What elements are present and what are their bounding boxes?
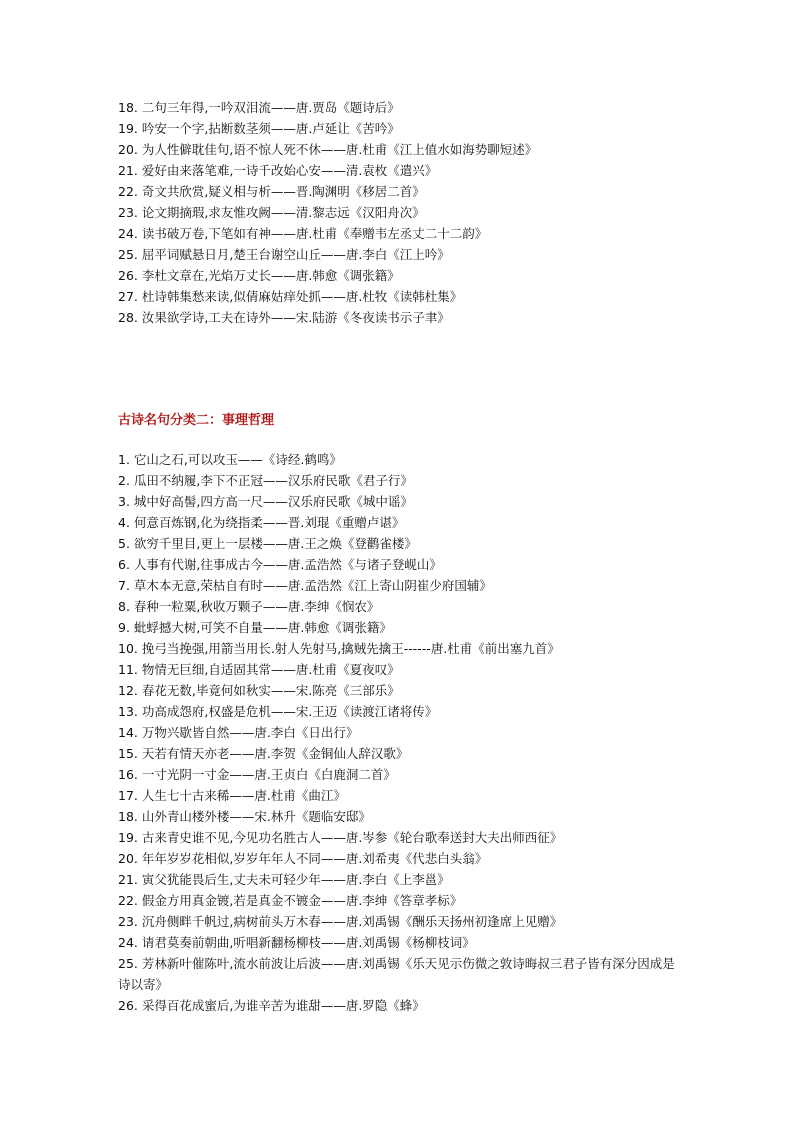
list-item: 12. 春花无数,毕竟何如秋实——宋.陈亮《三部乐》 [118, 683, 400, 698]
list-item: 2. 瓜田不纳履,李下不正冠——汉乐府民歌《君子行》 [118, 473, 413, 488]
section-heading: 古诗名句分类二：事理哲理 [118, 413, 275, 428]
list-item: 16. 一寸光阴一寸金——唐.王贞白《白鹿洞二首》 [118, 767, 396, 782]
list-item: 24. 请君莫奏前朝曲,听唱新翻杨柳枝——唐.刘禹锡《杨柳枝词》 [118, 935, 475, 950]
list-item: 19. 吟安一个字,拈断数茎须——唐.卢延让《苦吟》 [118, 121, 400, 136]
list-item: 23. 沉舟侧畔千帆过,病树前头万木春——唐.刘禹锡《酬乐天扬州初逢席上见赠》 [118, 914, 563, 929]
list-item: 21. 寅父犹能畏后生,丈夫未可轻少年——唐.李白《上李邕》 [118, 872, 450, 887]
list-item: 20. 为人性僻耽佳句,语不惊人死不休——唐.杜甫《江上值水如海势聊短述》 [118, 142, 538, 157]
list-item: 22. 假金方用真金镀,若是真金不镀金——唐.李绅《答章孝标》 [118, 893, 463, 908]
list-item: 1. 它山之石,可以攻玉——《诗经.鹤鸣》 [118, 452, 342, 467]
list-item: 6. 人事有代谢,往事成古今——唐.孟浩然《与诸子登岘山》 [118, 557, 442, 572]
list-item: 14. 万物兴歇皆自然——唐.李白《日出行》 [118, 725, 359, 740]
list-item: 23. 论文期摘瑕,求友惟攻阙——清.黎志远《汉阳舟次》 [118, 205, 425, 220]
list-item: 22. 奇文共欣赏,疑义相与析——晋.陶渊明《移居二首》 [118, 184, 425, 199]
list-item: 27. 杜诗韩集愁来读,似倩麻姑痒处抓——唐.杜牧《读韩杜集》 [118, 289, 463, 304]
list-item: 20. 年年岁岁花相似,岁岁年年人不同——唐.刘希夷《代悲白头翁》 [118, 851, 488, 866]
list-item: 15. 天若有情天亦老——唐.李贺《金铜仙人辞汉歌》 [118, 746, 409, 761]
list-item: 25. 芳林新叶催陈叶,流水前波让后波——唐.刘禹锡《乐天见示伤微之敦诗晦叔三君子皆有深分因成是诗以寄》 [118, 956, 675, 992]
list-item: 21. 爱好由来落笔难,一诗千改始心安——清.袁枚《遣兴》 [118, 163, 438, 178]
list-item: 9. 蚍蜉撼大树,可笑不自量——唐.韩愈《调张籍》 [118, 620, 392, 635]
list-item: 26. 采得百花成蜜后,为谁辛苦为谁甜——唐.罗隐《蜂》 [118, 998, 425, 1013]
verse-list-writing [118, 97, 718, 328]
list-item: 5. 欲穷千里目,更上一层楼——唐.王之焕《登鹳雀楼》 [118, 536, 417, 551]
list-item: 8. 春种一粒粟,秋收万颗子——唐.李绅《悯农》 [118, 599, 380, 614]
list-item: 18. 二句三年得,一吟双泪流——唐.贾岛《题诗后》 [118, 100, 400, 115]
list-item: 17. 人生七十古来稀——唐.杜甫《曲江》 [118, 788, 346, 803]
list-item: 10. 挽弓当挽强,用箭当用长.射人先射马,擒贼先擒王------唐.杜甫《前出塞九首》 [118, 641, 560, 656]
list-item: 7. 草木本无意,荣枯自有时——唐.孟浩然《江上寄山阴崔少府国辅》 [118, 578, 492, 593]
list-item: 26. 李杜文章在,光焰万丈长——唐.韩愈《调张籍》 [118, 268, 400, 283]
list-item: 4. 何意百炼钢,化为绕指柔——晋.刘琨《重赠卢谌》 [118, 515, 405, 530]
list-item: 11. 物情无巨细,自适固其常——唐.杜甫《夏夜叹》 [118, 662, 400, 677]
list-item: 18. 山外青山楼外楼——宋.林升《题临安邸》 [118, 809, 371, 824]
verse-list-philosophy [118, 449, 718, 1016]
list-item: 25. 屈平词赋悬日月,楚王台谢空山丘——唐.李白《江上吟》 [118, 247, 450, 262]
list-item: 19. 古来青史谁不见,今见功名胜古人——唐.岑参《轮台歌奉送封大夫出师西征》 [118, 830, 563, 845]
list-item: 24. 读书破万卷,下笔如有神——唐.杜甫《奉赠韦左丞丈二十二韵》 [118, 226, 488, 241]
list-item: 13. 功高成怨府,权盛是危机——宋.王迈《读渡江诸将传》 [118, 704, 438, 719]
list-item: 3. 城中好高髻,四方高一尺——汉乐府民歌《城中谣》 [118, 494, 413, 509]
list-item: 28. 汝果欲学诗,工夫在诗外——宋.陆游《冬夜读书示子聿》 [118, 310, 450, 325]
